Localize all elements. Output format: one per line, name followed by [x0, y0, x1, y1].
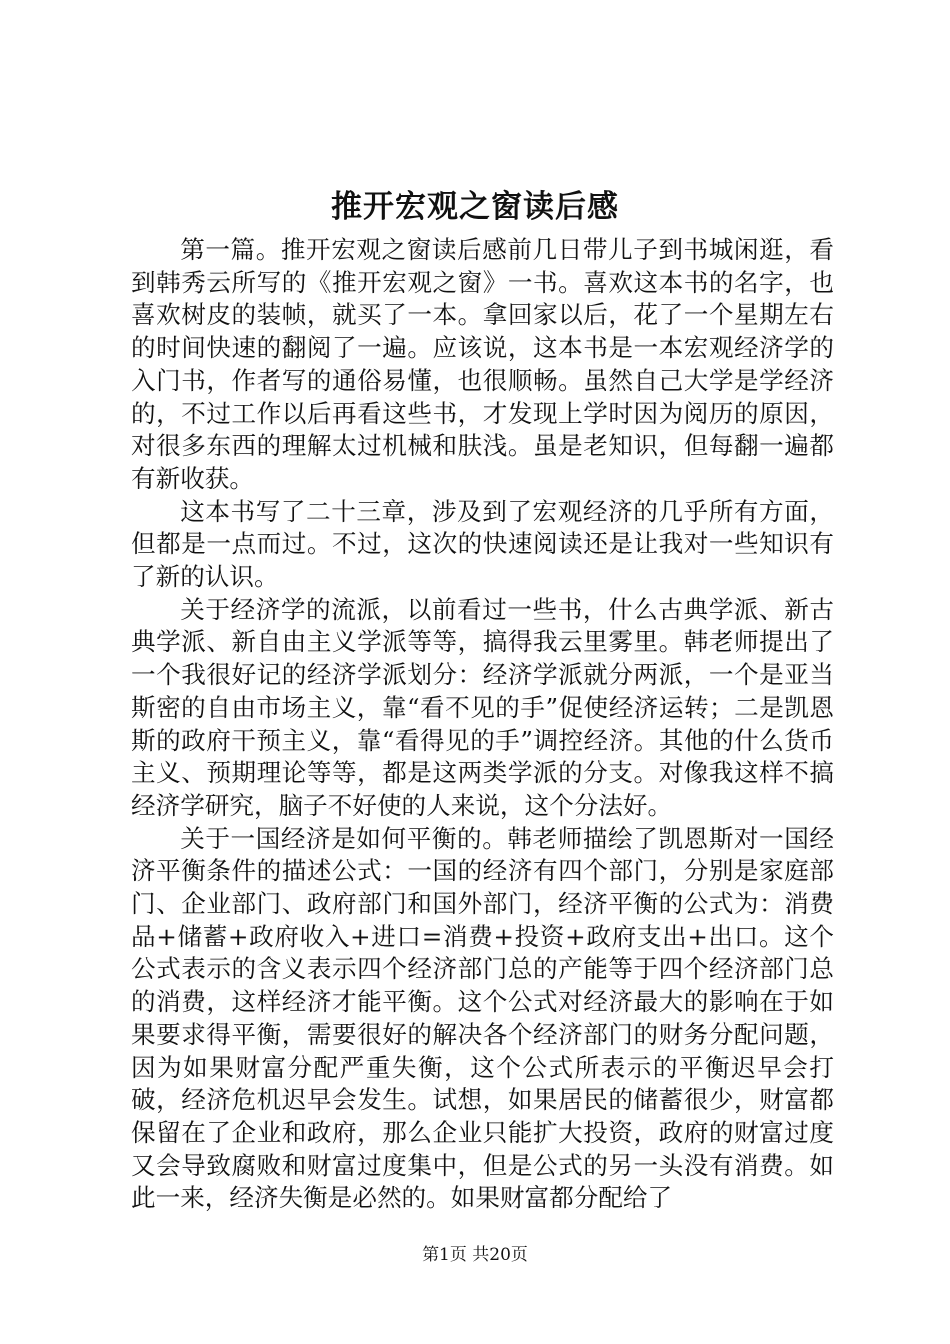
paragraph-4: 关于一国经济是如何平衡的。韩老师描绘了凯恩斯对一国经济平衡条件的描述公式：一国的经济有四个部门，分别是家庭部门、企业部门、政府部门和国外部门，经济平衡的公式为：消费品+储蓄+政府收入+进口=消费+投资+政府支出+出口。这个公式表示的含义表示四个经济部门总的产能等于四个经济部门总的消费，这样经济才能平衡。这个公式对经济最大的影响在于如果要求得平衡，需要很好的解决各个经济部门的财务分配问题，因为如果财富分配严重失衡，这个公式所表示的平衡迟早会打破，经济危机迟早会发生。试想，如果居民的储蓄很少，财富都保留在了企业和政府，那么企业只能扩大投资，政府的财富过度又会导致腐败和财富过度集中，但是公式的另一头没有消费。如此一来，经济失衡是必然的。如果财富都分配给了: [131, 823, 834, 1213]
paragraph-1: 第一篇。推开宏观之窗读后感前几日带儿子到书城闲逛，看到韩秀云所写的《推开宏观之窗》一书。喜欢这本书的名字，也喜欢树皮的装帧，就买了一本。拿回家以后，花了一个星期左右的时间快速的翻阅了一遍。应该说，这本书是一本宏观经济学的入门书，作者写的通俗易懂，也很顺畅。虽然自己大学是学经济的，不过工作以后再看这些书，才发现上学时因为阅历的原因，对很多东西的理解太过机械和肤浅。虽是老知识，但每翻一遍都有新收获。: [131, 235, 834, 493]
document-body: [131, 234, 834, 1215]
paragraph-3: 关于经济学的流派，以前看过一些书，什么古典学派、新古典学派、新自由主义学派等等，搞得我云里雾里。韩老师提出了一个我很好记的经济学派划分：经济学派就分两派，一个是亚当斯密的自由市场主义，靠“看不见的手”促使经济运转；二是凯恩斯的政府干预主义，靠“看得见的手”调控经济。其他的什么货币主义、预期理论等等，都是这两类学派的分支。对像我这样不搞经济学研究，脑子不好使的人来说，这个分法好。: [131, 594, 834, 820]
page-number-footer: 第1页 共20页: [422, 1245, 528, 1265]
document-title: 推开宏观之窗读后感: [331, 189, 619, 225]
paragraph-2: 这本书写了二十三章，涉及到了宏观经济的几乎所有方面，但都是一点而过。不过，这次的快速阅读还是让我对一些知识有了新的认识。: [131, 496, 834, 592]
